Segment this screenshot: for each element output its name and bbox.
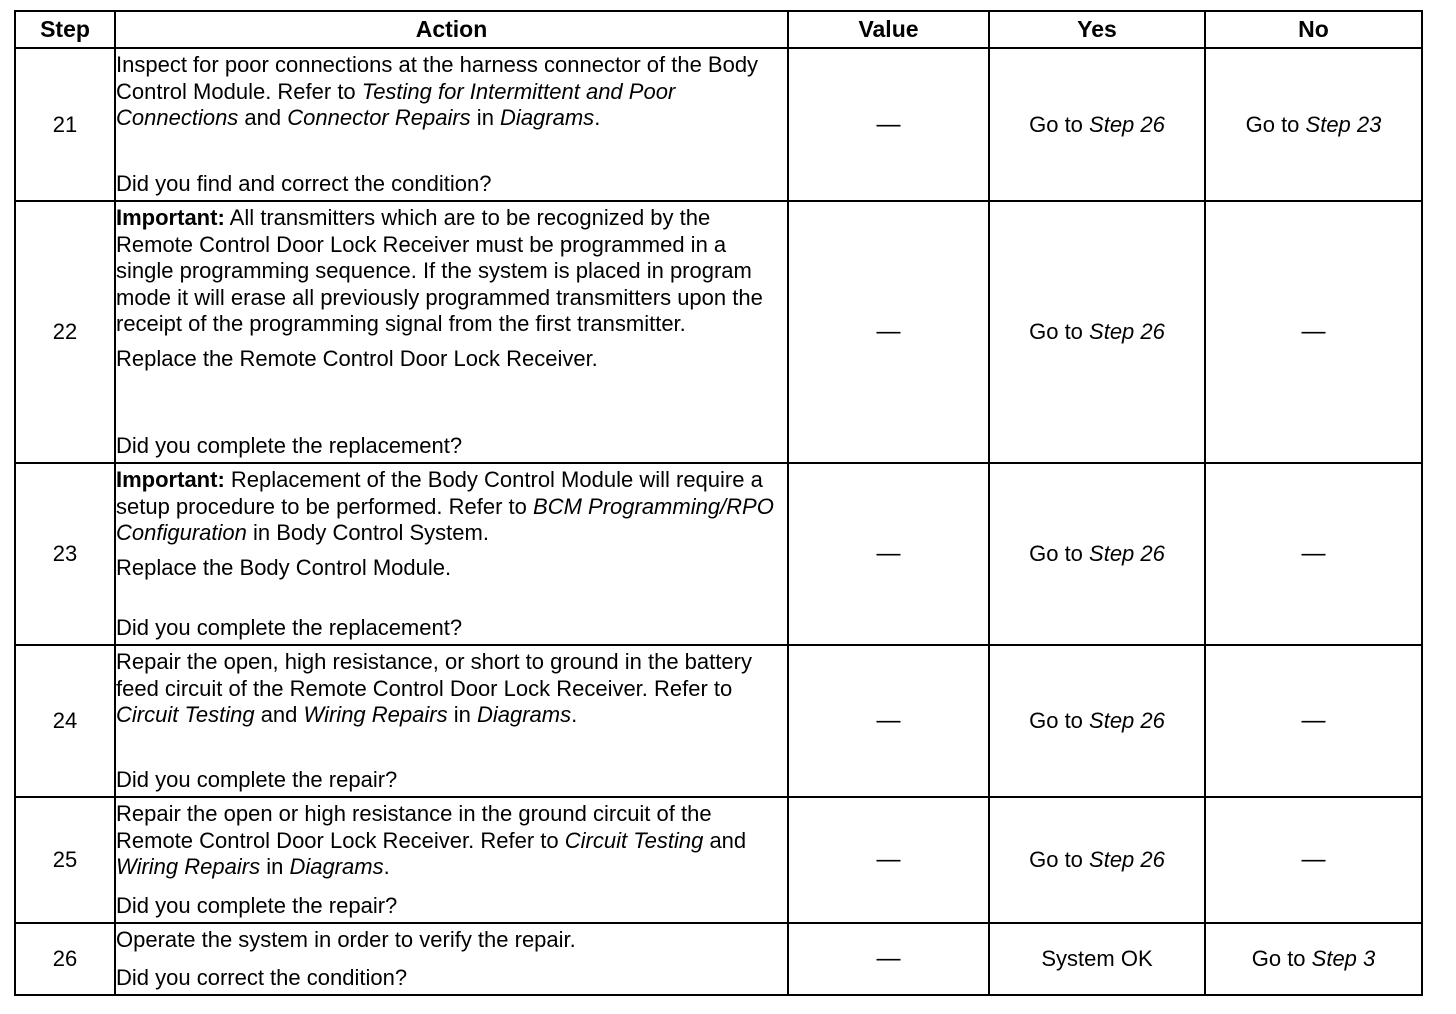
header-row (15, 11, 1422, 48)
action-question: Did you complete the replacement? (116, 614, 463, 640)
action-question: Did you complete the replacement? (116, 432, 463, 458)
header-value: Value (788, 11, 989, 48)
no-cell: — (1205, 797, 1422, 923)
step-number: 26 (15, 923, 115, 995)
value-cell: — (788, 463, 989, 645)
no-cell: — (1205, 201, 1422, 463)
no-cell: Go to Step 3 (1205, 923, 1422, 995)
header-step: Step (15, 11, 115, 48)
action-text: Inspect for poor connections at the harness connector of the Body Control Module. Refer to Testing for Intermittent and Poor Connections and Connector Repairs in Diagrams. (116, 52, 759, 130)
action-text: Repair the open, high resistance, or short to ground in the battery feed circuit of the Remote Control Door Lock Receiver. Refer to Circuit Testing and Wiring Repairs in Diagrams. (116, 649, 752, 727)
value-cell: — (788, 48, 989, 201)
action-cell (115, 201, 788, 463)
table-row (15, 201, 1422, 463)
important-note: Important: All transmitters which are to be recognized by the Remote Control Door Lock Receiver must be programmed in a single programming sequence. If the system is placed in program mode it will erase all previously programmed transmitters upon the receipt of the programming signal from the first transmitter. (116, 205, 763, 336)
action-question: Did you find and correct the condition? (116, 170, 492, 196)
step-number: 25 (15, 797, 115, 923)
diagnostic-table (14, 10, 1423, 996)
action-question: Did you complete the repair? (116, 766, 398, 792)
step-number: 22 (15, 201, 115, 463)
header-yes: Yes (989, 11, 1205, 48)
yes-cell: System OK (989, 923, 1205, 995)
value-cell: — (788, 201, 989, 463)
step-number: 23 (15, 463, 115, 645)
table-row (15, 797, 1422, 923)
no-cell: Go to Step 23 (1205, 48, 1422, 201)
table-row (15, 645, 1422, 797)
yes-cell: Go to Step 26 (989, 797, 1205, 923)
action-cell (115, 48, 788, 201)
yes-cell: Go to Step 26 (989, 201, 1205, 463)
action-cell (115, 463, 788, 645)
value-cell: — (788, 645, 989, 797)
no-cell: — (1205, 463, 1422, 645)
step-number: 21 (15, 48, 115, 201)
yes-cell: Go to Step 26 (989, 48, 1205, 201)
table-row (15, 48, 1422, 201)
value-cell: — (788, 797, 989, 923)
action-instruction: Replace the Body Control Module. (116, 554, 452, 580)
important-note: Important: Replacement of the Body Control Module will require a setup procedure to be performed. Refer to BCM Programming/RPO Configuration in Body Control System. (116, 467, 774, 545)
action-instruction: Replace the Remote Control Door Lock Receiver. (116, 345, 598, 371)
step-number: 24 (15, 645, 115, 797)
table-row (15, 923, 1422, 995)
action-question: Did you correct the condition? (116, 964, 408, 990)
header-action: Action (115, 11, 788, 48)
action-instruction: Operate the system in order to verify the repair. (116, 927, 576, 952)
yes-cell: Go to Step 26 (989, 645, 1205, 797)
table-row (15, 463, 1422, 645)
header-no: No (1205, 11, 1422, 48)
value-cell: — (788, 923, 989, 995)
no-cell: — (1205, 645, 1422, 797)
action-cell (115, 797, 788, 923)
action-question: Did you complete the repair? (116, 892, 398, 918)
yes-cell: Go to Step 26 (989, 463, 1205, 645)
action-text: Repair the open or high resistance in the ground circuit of the Remote Control Door Lock Receiver. Refer to Circuit Testing and Wiring Repairs in Diagrams. (116, 801, 747, 879)
action-cell (115, 923, 788, 995)
action-cell (115, 645, 788, 797)
